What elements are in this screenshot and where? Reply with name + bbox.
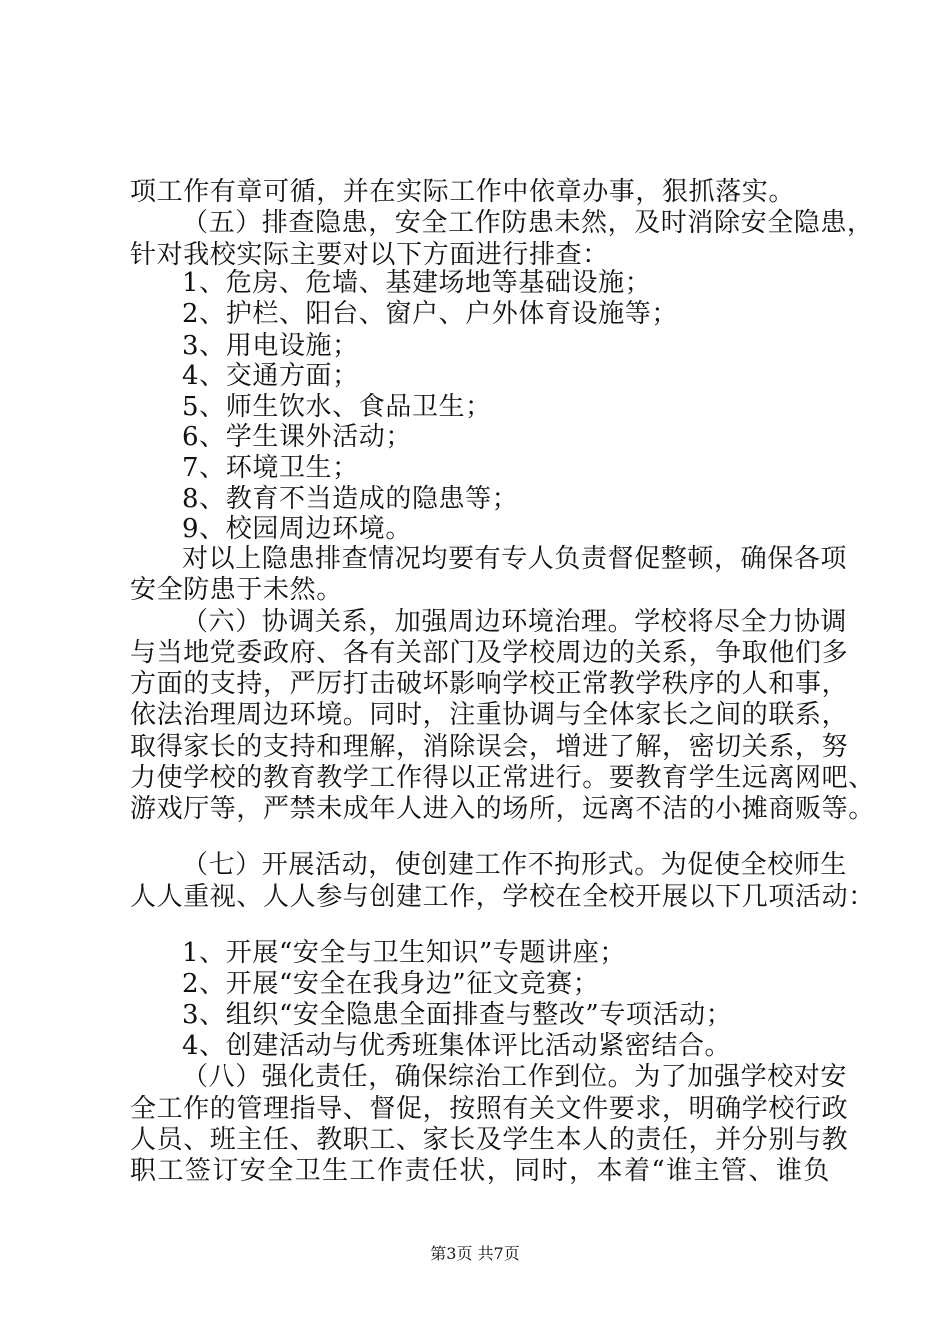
body-text-line: 取得家长的支持和理解，消除误会，增进了解，密切关系，努	[130, 732, 849, 762]
body-text-line: 人人重视、人人参与创建工作，学校在全校开展以下几项活动：	[130, 882, 875, 912]
list-item: 2、开展“安全在我身边”征文竞赛；	[182, 969, 600, 999]
body-text-line: 全工作的管理指导、督促，按照有关文件要求，明确学校行政	[130, 1094, 849, 1124]
body-text-line: 与当地党委政府、各有关部门及学校周边的关系，争取他们多	[130, 638, 849, 668]
list-item: 7、环境卫生；	[182, 453, 359, 483]
body-text-line: 力使学校的教育教学工作得以正常进行。要教育学生远离网吧、	[130, 763, 875, 793]
body-text-line: 方面的支持，严厉打击破坏影响学校正常教学秩序的人和事，	[130, 669, 849, 699]
section-heading-line: （五）排查隐患，安全工作防患未然，及时消除安全隐患，	[182, 208, 874, 238]
list-item: 2、护栏、阳台、窗户、户外体育设施等；	[182, 299, 678, 329]
page-number-footer: 第3页 共7页	[430, 1244, 520, 1263]
list-item: 4、创建活动与优秀班集体评比活动紧密结合。	[182, 1031, 732, 1061]
list-item: 1、危房、危墙、基建场地等基础设施；	[182, 268, 652, 298]
body-text-line: 职工签订安全卫生工作责任状，同时，本着“谁主管、谁负	[130, 1156, 830, 1186]
body-text-line: 项工作有章可循，并在实际工作中依章办事，狠抓落实。	[130, 177, 796, 207]
list-item: 9、校园周边环境。	[182, 514, 412, 544]
section-heading-line: （七）开展活动，使创建工作不拘形式。为促使全校师生	[182, 850, 848, 880]
section-heading-line: （八）强化责任，确保综治工作到位。为了加强学校对安	[182, 1062, 848, 1092]
list-item: 1、开展“安全与卫生知识”专题讲座；	[182, 938, 626, 968]
section-heading-line: （六）协调关系，加强周边环境治理。学校将尽全力协调	[182, 607, 848, 637]
body-text-line: 针对我校实际主要对以下方面进行排查：	[130, 240, 609, 270]
list-item: 6、学生课外活动；	[182, 422, 412, 452]
body-text-line: 安全防患于未然。	[130, 575, 343, 605]
body-text-line: 游戏厅等，严禁未成年人进入的场所，远离不洁的小摊商贩等。	[130, 794, 875, 824]
list-item: 8、教育不当造成的隐患等；	[182, 484, 519, 514]
body-text-line: 对以上隐患排查情况均要有专人负责督促整顿，确保各项	[182, 544, 848, 574]
list-item: 3、组织“安全隐患全面排查与整改”专项活动；	[182, 1000, 733, 1030]
list-item: 5、师生饮水、食品卫生；	[182, 392, 492, 422]
list-item: 4、交通方面；	[182, 361, 359, 391]
body-text-line: 依法治理周边环境。同时，注重协调与全体家长之间的联系，	[130, 700, 849, 730]
list-item: 3、用电设施；	[182, 331, 359, 361]
body-text-line: 人员、班主任、教职工、家长及学生本人的责任，并分别与教	[130, 1125, 849, 1155]
